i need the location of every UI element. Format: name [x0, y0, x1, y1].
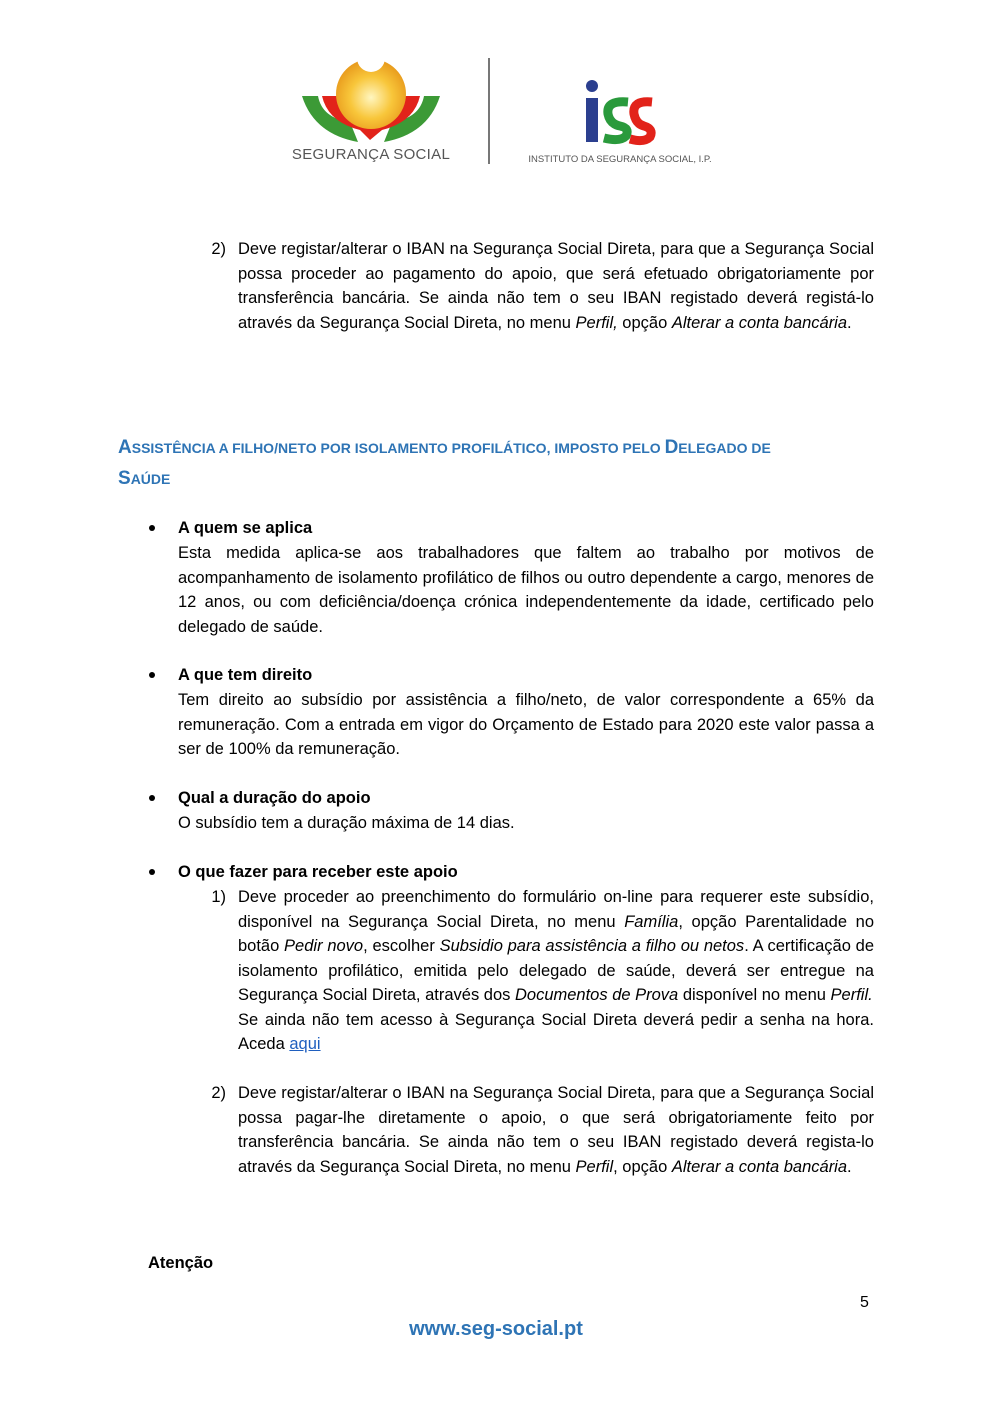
menu-name: Perfil, [575, 313, 618, 332]
heading-cap: D [664, 437, 679, 458]
menu-name: Documentos de Prova [514, 986, 679, 1004]
text-span: . [847, 313, 852, 332]
section-heading [118, 432, 838, 494]
section-body: Tem direito ao subsídio por assistência a filho/neto, de valor correspondente a 65% da remuneração. Com a entrada em vigor do Orçamento de Estado para 2020 este valor passa a ser de 100% da remuneração. [178, 691, 874, 758]
list-item-text [238, 885, 874, 1057]
menu-name: Família [624, 912, 679, 931]
page-number: 5 [860, 1294, 869, 1311]
text-span: Deve registar/alterar o IBAN na Segurança Social Direta, para que a Segurança Social possa proceder ao pagamento do apoio, que será efetuado obrigatoriamente por transferência bancária. Se ainda não tem o seu IBAN registado deverá registá-lo através da Segurança Social Direta, no menu [238, 240, 874, 332]
text-span: Deve registar/alterar o IBAN na Segurança Social Direta, para que a Segurança Social possa pagar-lhe diretamente o apoio, o que será obrigatoriamente feito por transferência bancária. Se ainda não tem o seu IBAN registado deverá regista-lo através da Segurança Social Direta, no menu [238, 1084, 874, 1176]
seguranca-social-emblem-icon [300, 56, 442, 144]
heading-smallcaps: ELEGADO DE [678, 440, 771, 456]
bullet-icon [149, 672, 155, 678]
list-number: 1) [211, 888, 226, 906]
text-span: . [847, 1157, 852, 1176]
seguranca-social-logo-text: SEGURANÇA SOCIAL [291, 146, 451, 163]
aqui-link[interactable]: aqui [289, 1035, 321, 1053]
text-span: Deve proceder ao preenchimento do formulário on-line para requerer este subsídio, disponível na Segurança Social Direta, no menu [238, 888, 874, 931]
heading-cap: A [118, 437, 132, 458]
bullet-icon [149, 525, 155, 531]
heading-smallcaps: AÚDE [130, 471, 171, 487]
section-title: A quem se aplica [178, 519, 313, 537]
text-span: opção [617, 313, 672, 332]
seguranca-social-logo [286, 56, 456, 168]
atencao-label: Atenção [148, 1254, 214, 1272]
text-span: disponível no menu [678, 986, 831, 1004]
bullet-icon [149, 869, 155, 875]
option-name: Subsidio para assistência a filho ou netos [439, 937, 745, 955]
text-span: Se ainda não tem acesso à Segurança Social Direta deverá pedir a senha na hora. Aceda [238, 1010, 874, 1053]
section-title: O que fazer para receber este apoio [178, 863, 458, 881]
text-span: . A certificação de isolamento profilático, emitida pelo delegado de saúde, deverá ser entregue na Segurança Social Direta, através dos [238, 937, 875, 1004]
section-body: O subsídio tem a duração máxima de 14 dias. [178, 814, 515, 832]
iss-emblem-icon [578, 76, 658, 146]
heading-smallcaps: SSISTÊNCIA A FILHO/NETO POR ISOLAMENTO PROFILÁTICO, IMPOSTO PELO [131, 440, 665, 456]
section-body: Esta medida aplica-se aos trabalhadores que faltem ao trabalho por motivos de acompanhamento de isolamento profilático de filhos ou outro dependente a cargo, menores de 12 anos, ou com deficiência/doença crónica independentemente da idade, certificado pelo delegado de saúde. [178, 544, 874, 636]
list-number: 2) [211, 240, 226, 258]
list-item-text [238, 237, 874, 335]
option-name: Alterar a conta bancária [671, 313, 848, 332]
menu-name: Perfil [575, 1157, 614, 1176]
header-divider [488, 58, 490, 164]
bullet-icon [149, 795, 155, 801]
list-item-text [238, 1081, 874, 1179]
iss-logo-text: INSTITUTO DA SEGURANÇA SOCIAL, I.P. [528, 154, 712, 165]
section-title: A que tem direito [178, 666, 313, 684]
option-name: Alterar a conta bancária [671, 1157, 848, 1176]
text-span: , opção Parentalidade no botão [238, 912, 874, 955]
iss-logo [520, 76, 720, 166]
list-number: 2) [211, 1084, 226, 1102]
footer-url[interactable]: www.seg-social.pt [409, 1318, 583, 1340]
menu-name: Perfil. [830, 986, 873, 1004]
button-name: Pedir novo [284, 937, 364, 955]
text-span: , opção [613, 1157, 672, 1176]
text-span: , escolher [363, 937, 440, 955]
heading-cap: S [118, 468, 131, 489]
section-title: Qual a duração do apoio [178, 789, 371, 807]
